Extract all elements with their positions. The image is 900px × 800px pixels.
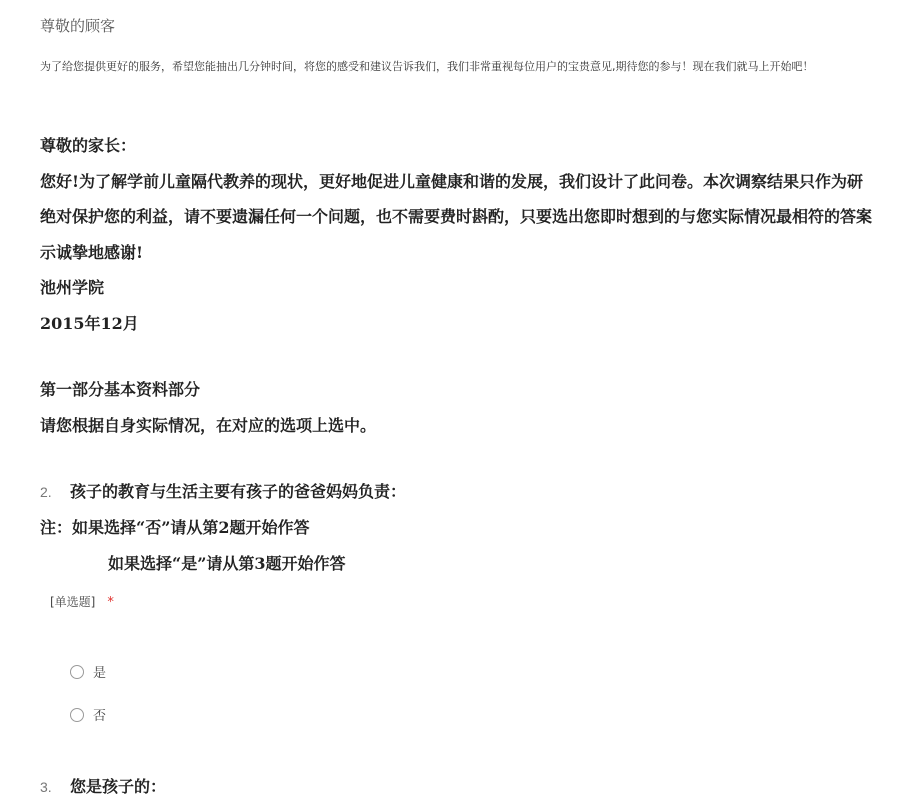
question-2-note-line-2: 如果选择“是”请从第3题开始作答 [108,554,346,573]
option-yes[interactable] [70,662,106,681]
question-title: 您是孩子的： [70,777,167,796]
letter-body-line: 绝对保护您的利益，请不要遗漏任何一个问题，也不需要费时斟酌，只要选出您即时想到的与您实际情况最相符的答案 [40,207,873,226]
question-3-header [40,774,166,797]
letter-date: 2015年12月 [40,313,139,333]
survey-intro-text: 为了给您提供更好的服务，希望您能抽出几分钟时间，将您的感受和建议告诉我们，我们非常重视每位用户的宝贵意见,期待您的参与！现在我们就马上开始吧！ [40,60,814,73]
radio-button[interactable] [70,708,84,722]
letter-signature: 池州学院 [40,278,105,297]
question-2-header [40,479,406,502]
question-type-text: [单选题] [50,595,96,609]
section-basic-info [40,377,376,449]
survey-greeting-title: 尊敬的顾客 [40,17,116,35]
question-2-note-line-1: 注：如果选择“否”请从第2题开始作答 [40,518,310,537]
question-title: 孩子的教育与生活主要有孩子的爸爸妈妈负责： [70,482,407,501]
radio-button[interactable] [70,665,84,679]
section-instruction: 请您根据自身实际情况，在对应的选项上选中。 [40,416,377,435]
letter-body-line: 您好!为了解学前儿童隔代教养的现状，更好地促进儿童健康和谐的发展，我们设计了此问卷。本次调察结果只作为研 [40,171,864,191]
question-number: 2. [40,484,52,500]
letter-body-line: 示诚挚地感谢! [40,242,144,262]
option-no[interactable] [70,705,106,724]
option-label: 否 [93,709,107,724]
letter-salutation: 尊敬的家长： [40,136,137,155]
required-asterisk: * [107,595,114,610]
question-type-label [50,593,114,610]
parent-letter [40,133,900,346]
option-label: 是 [93,666,107,681]
question-number: 3. [40,779,52,795]
section-title: 第一部分基本资料部分 [40,380,201,399]
